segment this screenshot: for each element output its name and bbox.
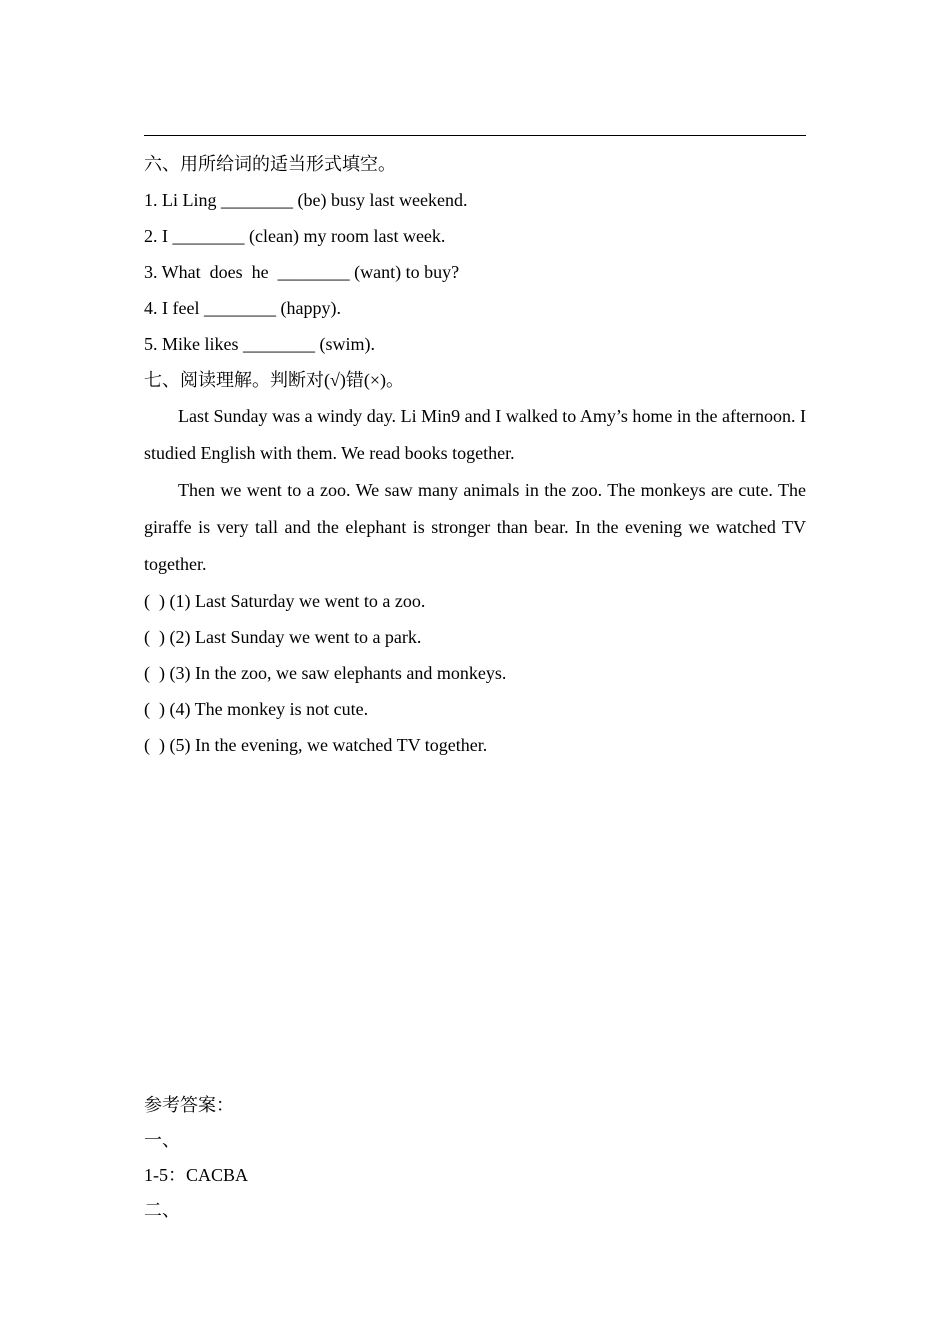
fill-blank-item-1: 1. Li Ling ________ (be) busy last weekend.	[144, 190, 468, 210]
fill-blank-item-4: 4. I feel ________ (happy).	[144, 298, 341, 318]
answer-key	[144, 1088, 806, 1228]
answer-part-2-label: 二、	[144, 1200, 180, 1220]
true-false-question-1: ( ) (1) Last Saturday we went to a zoo.	[144, 591, 426, 611]
true-false-question-3: ( ) (3) In the zoo, we saw elephants and monkeys.	[144, 663, 507, 683]
fill-blank-item-5: 5. Mike likes ________ (swim).	[144, 334, 375, 354]
section-7-heading: 七、阅读理解。判断对(√)错(×)。	[144, 370, 405, 390]
fill-blank-item-2: 2. I ________ (clean) my room last week.	[144, 226, 446, 246]
exercise-content	[144, 146, 806, 763]
true-false-question-5: ( ) (5) In the evening, we watched TV together.	[144, 735, 488, 755]
true-false-question-4: ( ) (4) The monkey is not cute.	[144, 699, 369, 719]
answer-part-1-value: 1-5：CACBA	[144, 1165, 249, 1185]
reading-paragraph-2: Then we went to a zoo. We saw many animals in the zoo. The monkeys are cute. The giraffe is very tall and the elephant is stronger than bear. In the evening we watched TV together.	[144, 480, 806, 574]
true-false-question-2: ( ) (2) Last Sunday we went to a park.	[144, 627, 422, 647]
fill-blank-item-3: 3. What does he ________ (want) to buy?	[144, 262, 460, 282]
reading-paragraph-1: Last Sunday was a windy day. Li Min9 and I walked to Amy’s home in the afternoon. I studied English with them. We read books together.	[144, 406, 806, 463]
answer-key-heading: 参考答案：	[144, 1095, 234, 1115]
header-rule	[144, 135, 806, 136]
answer-part-1-label: 一、	[144, 1130, 180, 1150]
section-6-heading: 六、用所给词的适当形式填空。	[144, 154, 396, 174]
